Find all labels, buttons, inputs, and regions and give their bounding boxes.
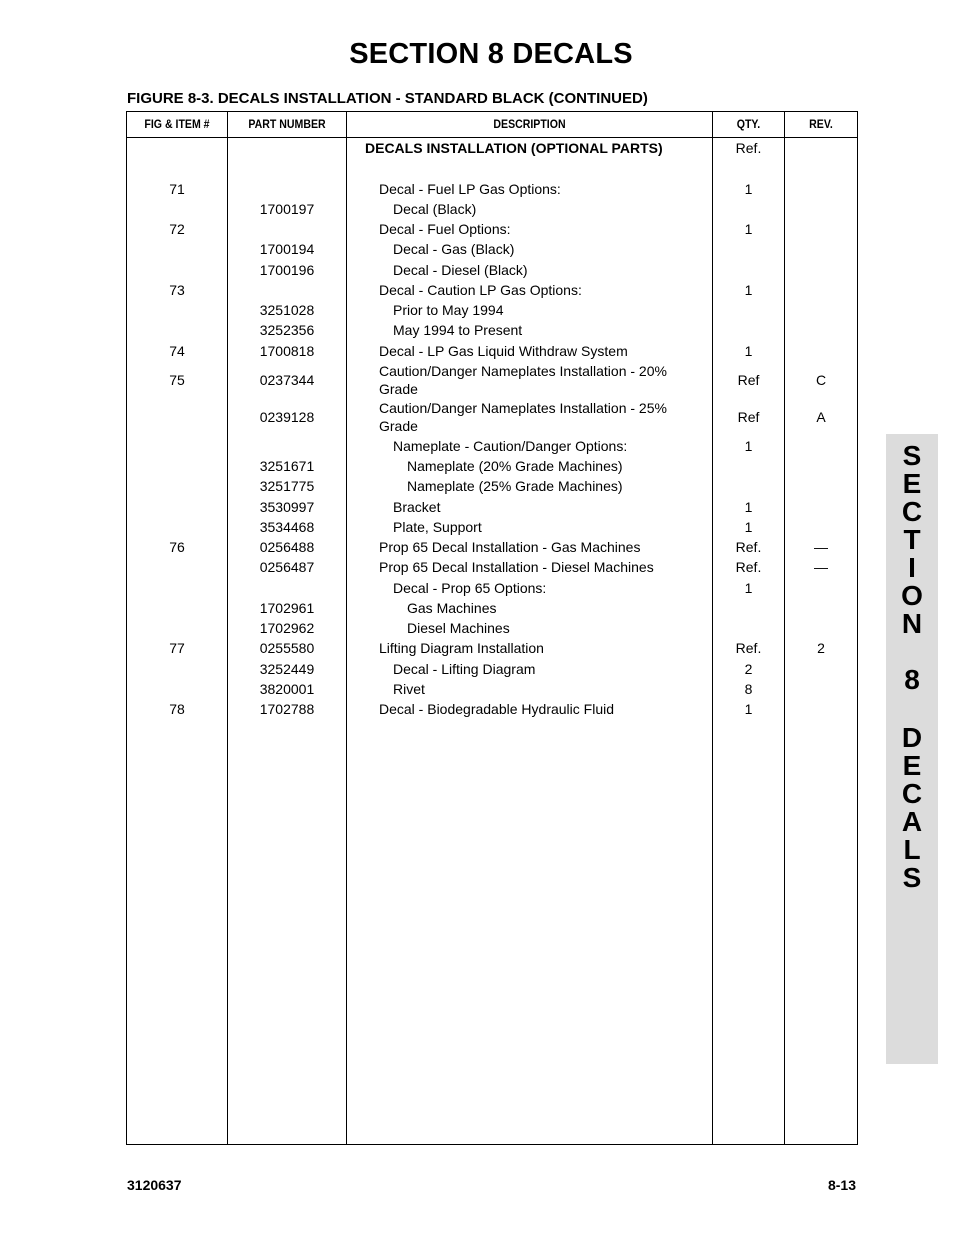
header-rev: REV. (809, 117, 833, 131)
cell-desc: Decal - Fuel Options: (379, 221, 511, 237)
cell-part: 1700196 (259, 262, 315, 278)
cell-qty: Ref (737, 372, 760, 388)
cell-rev: — (814, 539, 828, 555)
cell-item: 74 (169, 343, 185, 359)
cell-desc: Gas Machines (407, 600, 497, 616)
cell-desc: Decal - LP Gas Liquid Withdraw System (379, 343, 628, 359)
column-divider (712, 112, 713, 1144)
cell-part: 1700197 (259, 201, 315, 217)
cell-part: 0256487 (259, 559, 315, 575)
cell-qty: 8 (744, 681, 753, 697)
cell-desc: Prop 65 Decal Installation - Diesel Machines (379, 559, 654, 575)
cell-desc: Nameplate (25% Grade Machines) (407, 478, 623, 494)
cell-desc: Caution/Danger Nameplates Installation - 25% Grade (379, 400, 667, 434)
side-tab-letter: E (902, 468, 922, 499)
cell-rev: A (816, 409, 826, 425)
cell-desc: May 1994 to Present (393, 322, 523, 338)
cell-part: 1700818 (259, 343, 315, 359)
cell-qty: 1 (744, 438, 753, 454)
side-tab-letter: C (901, 778, 923, 809)
cell-desc: Prior to May 1994 (393, 302, 504, 318)
cell-part: 1702962 (259, 620, 315, 636)
header-qty: QTY. (736, 117, 761, 131)
side-tab-letter: T (903, 524, 921, 555)
header-description: DESCRIPTION (493, 117, 566, 131)
cell-desc: Decal - Fuel LP Gas Options: (379, 181, 561, 197)
cell-desc: Decal - Diesel (Black) (393, 262, 528, 278)
cell-part: 3252356 (259, 322, 315, 338)
header-item: FIG & ITEM # (144, 117, 210, 131)
cell-part: 3251775 (259, 478, 315, 494)
cell-rev: — (814, 559, 828, 575)
cell-part: 3534468 (259, 519, 315, 535)
cell-qty: 1 (744, 701, 753, 717)
cell-rev: C (815, 372, 827, 388)
cell-item: 73 (169, 282, 185, 298)
side-tab-letter: S (902, 862, 922, 893)
figure-title: FIGURE 8-3. DECALS INSTALLATION - STANDARD BLACK (CONTINUED) (127, 90, 648, 107)
cell-part: 3251028 (259, 302, 315, 318)
cell-desc: Rivet (393, 681, 425, 697)
cell-desc: Decal - Biodegradable Hydraulic Fluid (379, 701, 615, 717)
cell-part: 3252449 (259, 661, 315, 677)
cell-desc: Diesel Machines (407, 620, 510, 636)
cell-rev: 2 (817, 640, 825, 656)
cell-qty: Ref. (735, 140, 762, 156)
cell-desc: Decal - Prop 65 Options: (393, 580, 547, 596)
cell-desc: Nameplate (20% Grade Machines) (407, 458, 623, 474)
cell-desc: DECALS INSTALLATION (OPTIONAL PARTS) (365, 140, 663, 156)
cell-qty: Ref. (735, 539, 762, 555)
cell-item: 72 (169, 221, 185, 237)
cell-qty: 1 (744, 499, 753, 515)
side-tab-letter: N (901, 608, 923, 639)
side-tab-letter: O (901, 580, 923, 611)
cell-desc: Decal (Black) (393, 201, 477, 217)
cell-item: 77 (169, 640, 185, 656)
cell-part: 0255580 (259, 640, 315, 656)
side-tab-letter: A (901, 806, 923, 837)
cell-qty: 1 (744, 282, 753, 298)
side-tab-letter: C (901, 496, 923, 527)
page-number: 8-13 (827, 1177, 856, 1193)
cell-qty: 1 (744, 519, 753, 535)
cell-qty: 1 (744, 580, 753, 596)
document-number: 3120637 (127, 1177, 182, 1193)
side-tab-letter: E (902, 750, 922, 781)
cell-desc: Caution/Danger Nameplates Installation - 20% Grade (379, 363, 667, 397)
section-title: SECTION 8 DECALS (349, 38, 633, 70)
cell-part: 3251671 (259, 458, 315, 474)
cell-part: 1702961 (259, 600, 315, 616)
column-divider (784, 112, 785, 1144)
cell-part: 0237344 (259, 372, 315, 388)
side-tab-letter: S (902, 440, 922, 471)
cell-item: 71 (169, 181, 185, 197)
cell-qty: 1 (744, 343, 753, 359)
cell-item: 78 (169, 701, 185, 717)
cell-part: 3530997 (259, 499, 315, 515)
cell-desc: Plate, Support (393, 519, 482, 535)
header-part-number: PART NUMBER (248, 117, 326, 131)
side-tab-letter: I (908, 552, 916, 583)
cell-qty: 1 (744, 221, 753, 237)
cell-desc: Decal - Gas (Black) (393, 241, 515, 257)
cell-desc: Decal - Caution LP Gas Options: (379, 282, 582, 298)
cell-desc: Lifting Diagram Installation (379, 640, 544, 656)
cell-part: 0256488 (259, 539, 315, 555)
cell-item: 76 (169, 539, 185, 555)
cell-qty: Ref. (735, 559, 762, 575)
cell-part: 1702788 (259, 701, 315, 717)
cell-qty: Ref. (735, 640, 762, 656)
cell-qty: 1 (744, 181, 753, 197)
cell-item: 75 (169, 372, 185, 388)
cell-part: 0239128 (259, 409, 315, 425)
cell-desc: Nameplate - Caution/Danger Options: (393, 438, 628, 454)
header-divider (127, 137, 857, 138)
cell-desc: Prop 65 Decal Installation - Gas Machines (379, 539, 641, 555)
section-side-tab (886, 434, 938, 1064)
side-tab-letter: 8 (904, 664, 920, 695)
side-tab-letter: D (901, 722, 923, 753)
parts-table (126, 111, 858, 1145)
cell-desc: Decal - Lifting Diagram (393, 661, 536, 677)
cell-part: 1700194 (259, 241, 315, 257)
side-tab-letter: L (903, 834, 921, 865)
cell-qty: 2 (744, 661, 753, 677)
cell-desc: Bracket (393, 499, 441, 515)
cell-part: 3820001 (259, 681, 315, 697)
cell-qty: Ref (737, 409, 760, 425)
